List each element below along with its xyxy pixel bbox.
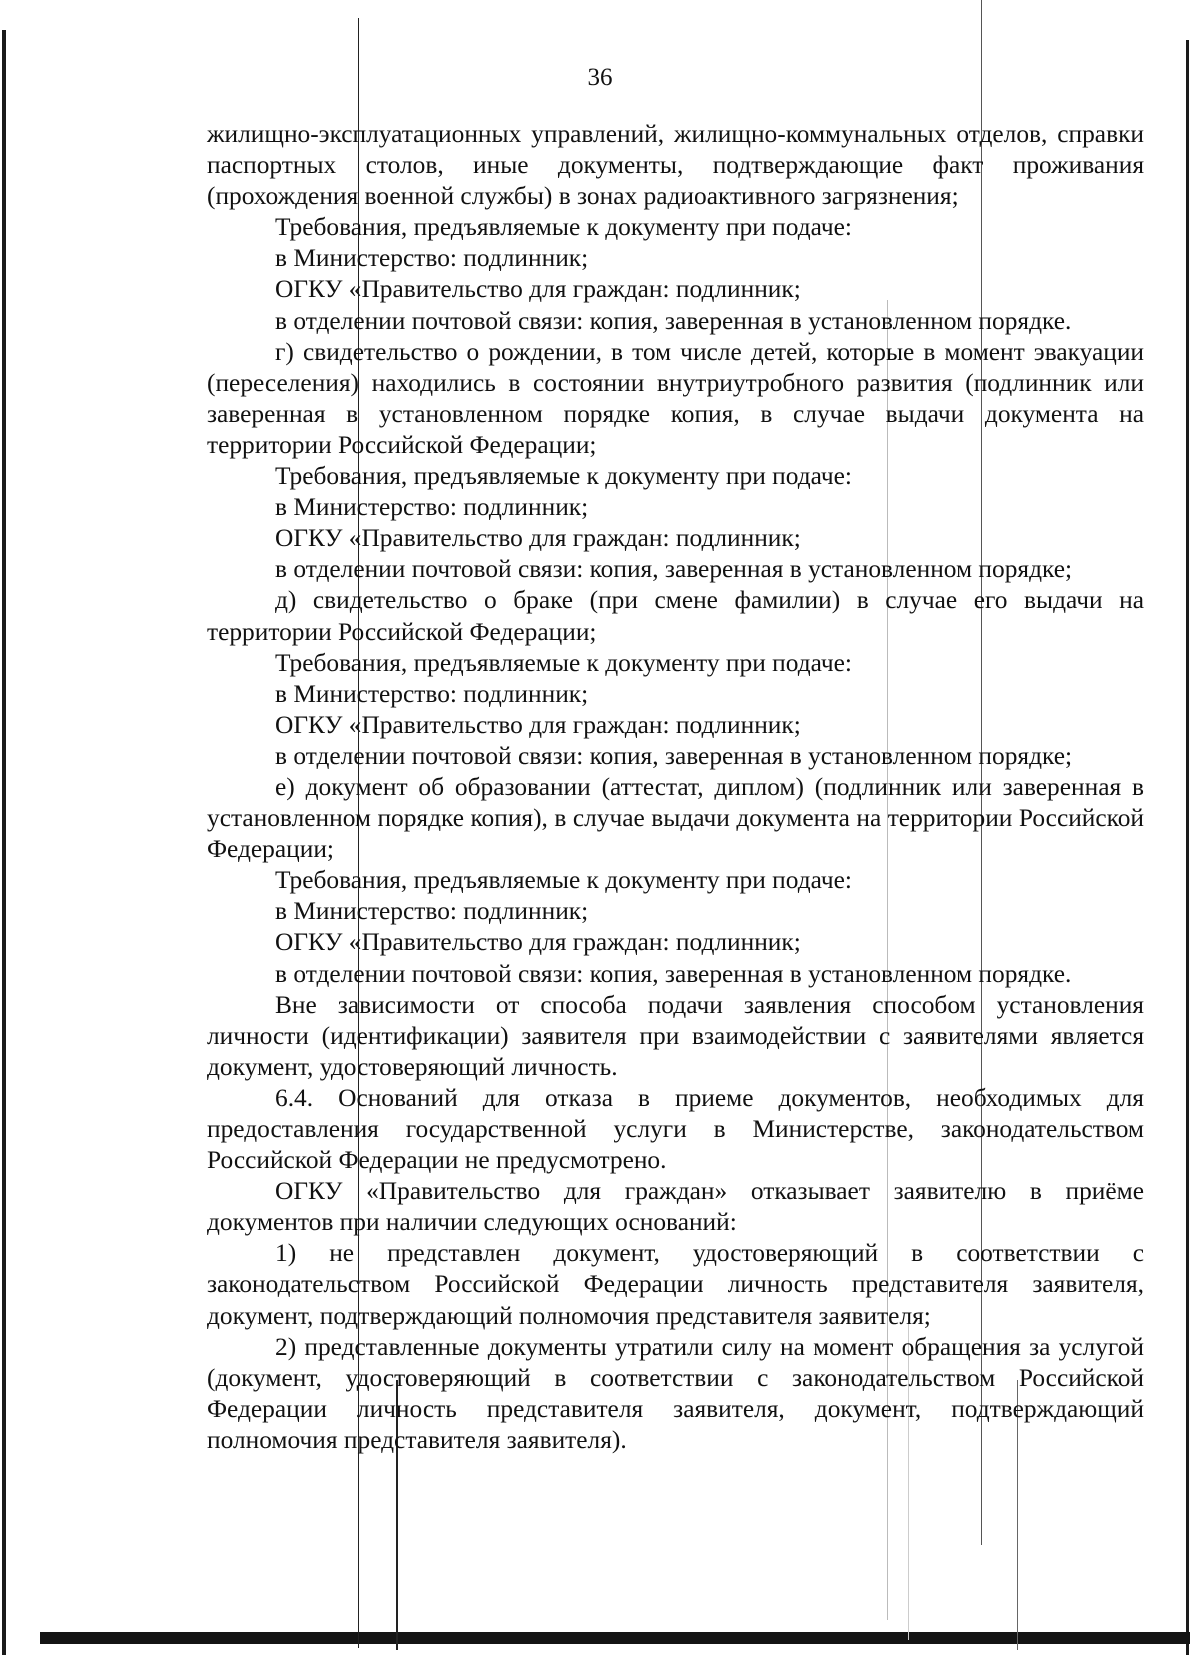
paragraph: ОГКУ «Правительство для граждан: подлинник; — [275, 928, 801, 957]
paragraph: д) свидетельство о браке (при смене фамилии) в случае его выдачи на территории Российской Федерации; — [207, 586, 1144, 646]
paragraph: в Министерство: подлинник; — [275, 244, 589, 273]
paragraph: в отделении почтовой связи: копия, заверенная в установленном порядке. — [275, 959, 1072, 988]
paragraph: ОГКУ «Правительство для граждан: подлинник; — [275, 710, 801, 739]
paragraph: ОГКУ «Правительство для граждан: подлинник; — [275, 275, 801, 304]
paragraph: Требования, предъявляемые к документу при подаче: — [275, 866, 852, 895]
paragraph: е) документ об образовании (аттестат, диплом) (подлинник или заверенная в установленном порядке копия), в случае выдачи документа на территории Российской Федерации; — [207, 772, 1144, 864]
paragraph: 6.4. Оснований для отказа в приеме документов, необходимых для предоставления государственной услуги в Министерстве, законодательством Российской Федерации не предусмотрено. — [207, 1083, 1144, 1175]
paragraph: ОГКУ «Правительство для граждан: подлинник; — [275, 524, 801, 553]
page-number: 36 — [587, 64, 613, 91]
paragraph: в отделении почтовой связи: копия, заверенная в установленном порядке; — [275, 741, 1073, 770]
paragraph: ОГКУ «Правительство для граждан» отказывает заявителю в приёме документов при наличии следующих оснований: — [207, 1177, 1144, 1237]
paragraph: Требования, предъявляемые к документу при подаче: — [275, 213, 852, 242]
paragraph: 1) не представлен документ, удостоверяющий в соответствии с законодательством Российской Федерации личность представителя заявителя, документ, подтверждающий полномочия представителя заявителя; — [207, 1239, 1144, 1330]
paragraph: Требования, предъявляемые к документу при подаче: — [275, 462, 852, 491]
paragraph: в отделении почтовой связи: копия, заверенная в установленном порядке. — [275, 306, 1072, 335]
paragraph: Вне зависимости от способа подачи заявления способом установления личности (идентификации) заявителя при взаимодействии с заявителями является документ, удостоверяющий личность. — [207, 990, 1144, 1081]
paragraph: в Министерство: подлинник; — [275, 493, 589, 522]
paragraph: в Министерство: подлинник; — [275, 897, 589, 926]
document-body — [207, 119, 1144, 1456]
paragraph: в Министерство: подлинник; — [275, 679, 589, 708]
scan-border-left — [2, 30, 6, 1655]
paragraph: жилищно-эксплуатационных управлений, жилищно-коммунальных отделов, справки паспортных столов, иные документы, подтверждающие факт проживания (прохождения военной службы) в зонах радиоактивного загрязнения; — [207, 120, 1144, 211]
paragraph: г) свидетельство о рождении, в том числе детей, которые в момент эвакуации (переселения) находились в состоянии внутриутробного развития (подлинник или заверенная в установленном порядке копия, в случае выдачи документа на территории Российской Федерации; — [207, 337, 1144, 459]
paragraph: 2) представленные документы утратили силу на момент обращения за услугой (документ, удостоверяющий в соответствии с законодательством Российской Федерации личность представителя заявителя, документ, подтверждающий полномочия представителя заявителя). — [207, 1332, 1144, 1454]
paragraph: Требования, предъявляемые к документу при подаче: — [275, 648, 852, 677]
scan-border-right — [1186, 40, 1189, 1655]
paragraph: в отделении почтовой связи: копия, заверенная в установленном порядке; — [275, 555, 1073, 584]
